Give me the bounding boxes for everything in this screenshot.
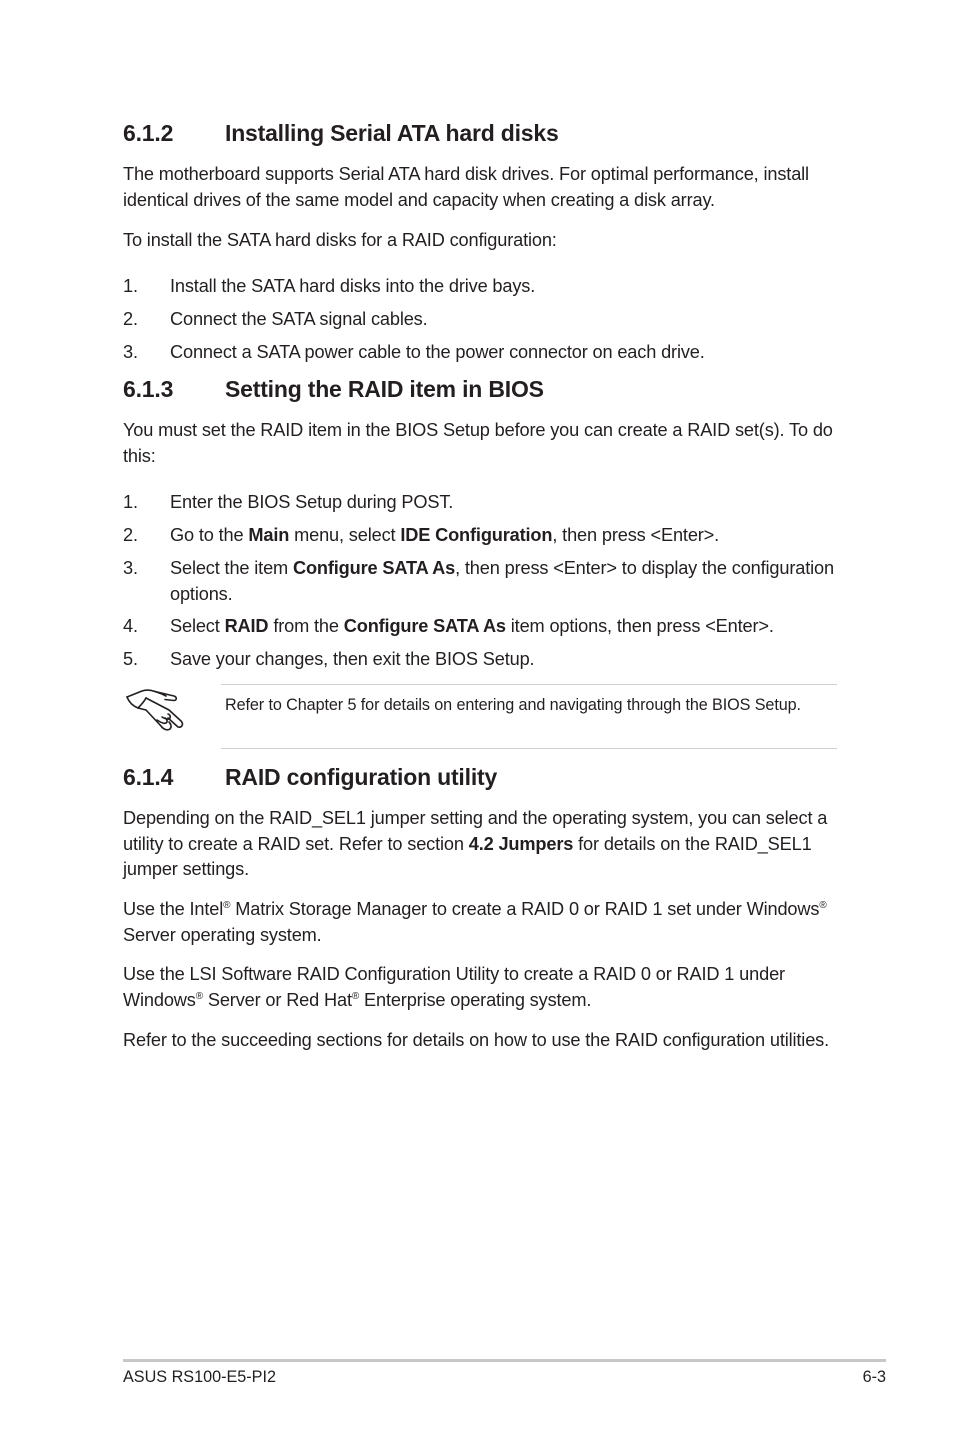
registered-mark: ® xyxy=(223,900,231,911)
step-number: 3. xyxy=(123,558,138,578)
list-item xyxy=(123,274,843,300)
list-item xyxy=(123,490,843,516)
list-item xyxy=(123,614,843,640)
step-number: 4. xyxy=(123,616,138,636)
step-text: Go to the Main menu, select IDE Configuration, then press <Enter>. xyxy=(170,525,720,545)
registered-mark: ® xyxy=(351,990,360,1002)
list-item xyxy=(123,647,843,673)
step-number: 1. xyxy=(123,276,138,296)
section-heading-6-1-4 xyxy=(123,763,497,791)
step-text: Select RAID from the Configure SATA As item options, then press <Enter>. xyxy=(170,616,774,636)
option-raid: RAID xyxy=(224,616,269,636)
step-text: Install the SATA hard disks into the drive bays. xyxy=(170,276,536,296)
step-text: Enter the BIOS Setup during POST. xyxy=(170,492,454,512)
section-heading-6-1-2 xyxy=(123,119,559,147)
step-number: 1. xyxy=(123,492,138,512)
step-number: 2. xyxy=(123,525,138,545)
step-text: Select the item Configure SATA As, then press <Enter> to display the configuration options. xyxy=(170,558,834,604)
step-number: 2. xyxy=(123,309,138,329)
section-number: 6.1.2 xyxy=(123,120,174,146)
section-reference: 4.2 Jumpers xyxy=(468,833,574,854)
registered-mark: ® xyxy=(819,900,827,911)
section-614-paragraph-3: Use the LSI Software RAID Configuration Utility to create a RAID 0 or RAID 1 under Windows® Server or Red Hat® Enterprise operating system. xyxy=(123,964,785,1010)
step-text: Save your changes, then exit the BIOS Setup. xyxy=(170,649,535,669)
list-item xyxy=(123,307,843,333)
list-item xyxy=(123,556,843,607)
menu-item-configure-sata-as: Configure SATA As xyxy=(343,616,506,636)
menu-name-main: Main xyxy=(248,525,290,545)
section-title: Installing Serial ATA hard disks xyxy=(225,120,559,146)
section-614-paragraph-1: Depending on the RAID_SEL1 jumper setting and the operating system, you can select a utility to create a RAID set. Refer to section 4.2 Jumpers for details on the RAID_SEL1 jumper settings. xyxy=(123,808,828,879)
list-item xyxy=(123,340,843,366)
step-text: Connect the SATA signal cables. xyxy=(170,309,428,329)
section-number: 6.1.3 xyxy=(123,376,174,402)
section-heading-6-1-3 xyxy=(123,375,544,403)
registered-mark: ® xyxy=(195,990,203,1002)
note-box xyxy=(221,684,837,749)
section-612-intro: The motherboard supports Serial ATA hard disk drives. For optimal performance, install identical drives of the same model and capacity when creating a disk array. xyxy=(123,164,809,210)
section-614-paragraph-2: Use the Intel® Matrix Storage Manager to create a RAID 0 or RAID 1 set under Windows® Server operating system. xyxy=(123,899,827,945)
list-item xyxy=(123,523,843,549)
step-number: 3. xyxy=(123,342,138,362)
note-text: Refer to Chapter 5 for details on entering and navigating through the BIOS Setup. xyxy=(225,696,801,714)
footer-model-name: ASUS RS100-E5-PI2 xyxy=(123,1368,276,1386)
section-614-paragraph-4: Refer to the succeeding sections for details on how to use the RAID configuration utilities. xyxy=(123,1030,830,1050)
section-number: 6.1.4 xyxy=(123,764,174,790)
footer-divider xyxy=(123,1359,886,1362)
page-number: 6-3 xyxy=(862,1368,886,1386)
menu-item-configure-sata-as: Configure SATA As xyxy=(292,558,456,578)
section-title: Setting the RAID item in BIOS xyxy=(225,376,544,402)
step-number: 5. xyxy=(123,649,138,669)
pointing-hand-icon xyxy=(124,684,186,736)
section-613-intro: You must set the RAID item in the BIOS Setup before you can create a RAID set(s). To do this: xyxy=(123,420,833,466)
step-text: Connect a SATA power cable to the power connector on each drive. xyxy=(170,342,705,362)
menu-item-ide-configuration: IDE Configuration xyxy=(400,525,553,545)
section-title: RAID configuration utility xyxy=(225,764,498,790)
section-612-lead: To install the SATA hard disks for a RAID configuration: xyxy=(123,230,557,250)
